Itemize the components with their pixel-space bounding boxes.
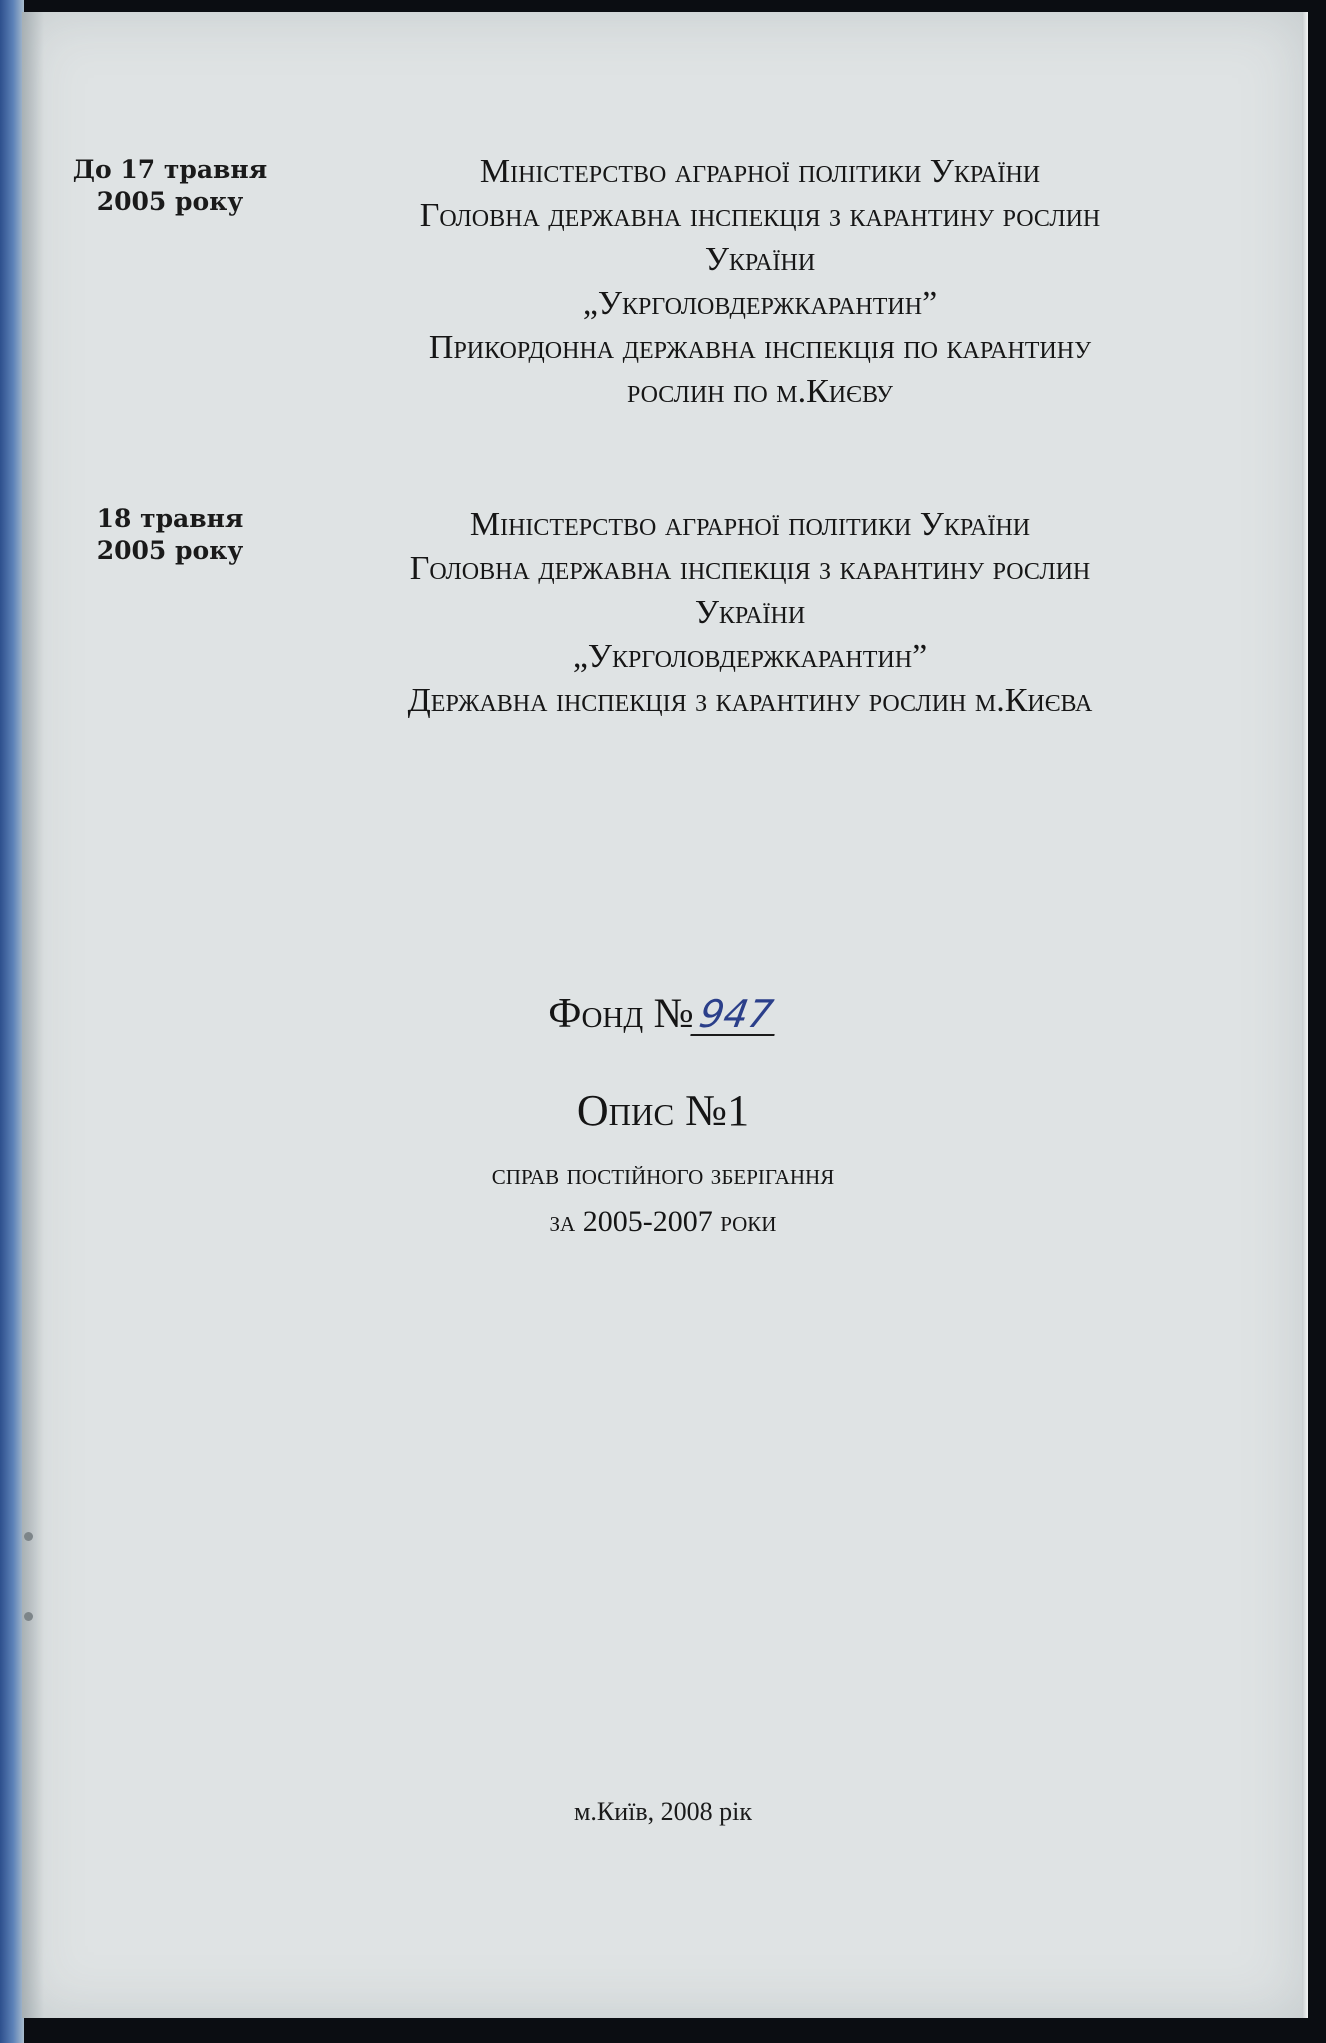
period-1-date [60, 154, 280, 218]
period-2-organization [250, 503, 1250, 723]
period-1-organization [260, 150, 1260, 414]
country-name: України [704, 241, 816, 278]
ministry-name: Міністерство аграрної політики України [469, 506, 1031, 543]
ministry-name: Міністерство аграрної політики України [479, 153, 1041, 190]
country-name: України [694, 594, 806, 631]
border-inspection-name: Прикордонна державна інспекція по карантину [428, 329, 1092, 366]
period-1-date-line2: 2005 року [96, 187, 244, 216]
fond-heading [0, 990, 1326, 1038]
description-line-1: справ постійного зберігання [491, 1158, 835, 1191]
main-inspection-name: Головна державна інспекція з карантину рослин [409, 550, 1091, 587]
opys-heading: Опис №1 [576, 1086, 750, 1135]
period-2-date-line1: 18 травня [96, 504, 244, 533]
main-inspection-name: Головна державна інспекція з карантину рослин [419, 197, 1101, 234]
period-2-date-line2: 2005 року [96, 536, 244, 565]
agency-short-name: „Укрголовдержкарантин” [572, 638, 928, 675]
border-inspection-city: рослин по м.Києву [626, 373, 894, 410]
fond-label: Фонд № [548, 991, 694, 1037]
binding-hole [24, 1612, 33, 1621]
binding-hole [24, 1532, 33, 1541]
period-2-date [60, 503, 280, 567]
agency-short-name: „Укрголовдержкарантин” [582, 285, 938, 322]
fond-number-handwritten: 947 [690, 994, 781, 1036]
period-1-date-line1: До 17 травня [72, 155, 268, 184]
city-inspection-name: Державна інспекція з карантину рослин м.Києва [407, 682, 1093, 719]
place-and-year: м.Київ, 2008 рік [573, 1797, 753, 1826]
description-line-2: за 2005-2007 роки [549, 1205, 777, 1238]
